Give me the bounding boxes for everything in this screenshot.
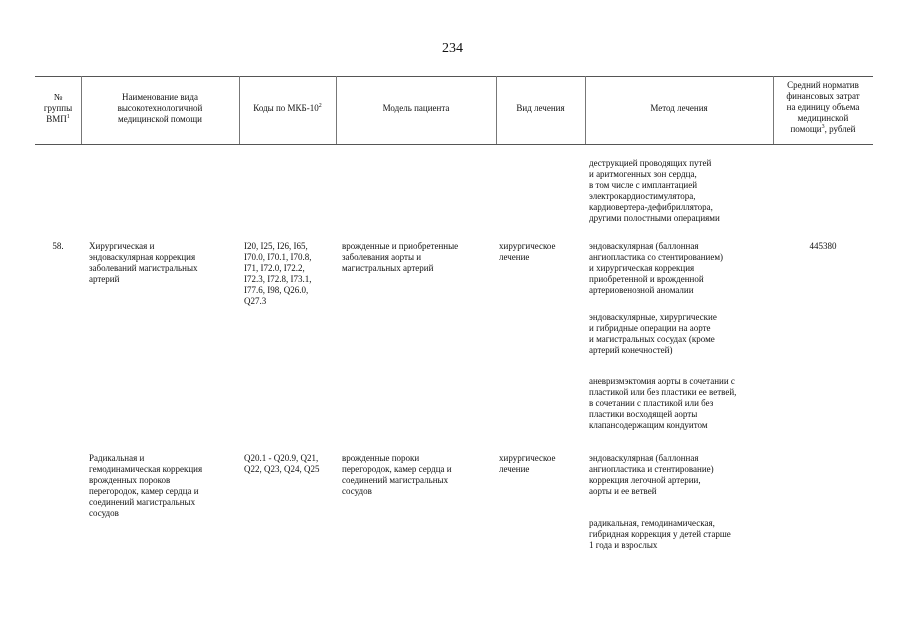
- header-codes-text: Коды по МКБ-10: [253, 103, 319, 113]
- row-58-treatment-type: [499, 241, 585, 263]
- cell-line: Радикальная и: [89, 453, 145, 463]
- cell-line: магистральных артерий: [342, 263, 434, 273]
- method-line: и хирургическая коррекция: [589, 263, 695, 273]
- header-treatment-text: Вид лечения: [516, 103, 565, 113]
- header-model-text: Модель пациента: [382, 103, 450, 113]
- footnote-marker: 3: [821, 124, 825, 130]
- cell-line: I71, I72.0, I72.2,: [244, 263, 305, 273]
- header-cost-last-wrap: [773, 124, 873, 135]
- method-line: деструкцией проводящих путей: [589, 158, 712, 168]
- method-line: приобретенной и врожденной: [589, 274, 704, 284]
- footnote-marker: 2: [318, 103, 322, 109]
- header-group-line3: ВМП: [46, 114, 67, 124]
- cell-line: перегородок, камер сердца и: [342, 464, 452, 474]
- page-number: 234: [442, 41, 463, 56]
- method-line: кардиовертера-дефибриллятора,: [589, 202, 713, 212]
- cell-line: врожденные пороки: [342, 453, 420, 463]
- method-line: эндоваскулярная (баллонная: [589, 241, 699, 251]
- cell-line: гемодинамическая коррекция: [89, 464, 203, 474]
- header-treatment-type: [496, 103, 585, 114]
- method-line: артерий конечностей): [589, 345, 673, 355]
- header-cost-line: на единицу объема: [786, 102, 860, 112]
- row-58-average-cost: 445380: [809, 241, 837, 251]
- cell-line: I20, I25, I26, I65,: [244, 241, 308, 251]
- method-line: артериовенозной аномалии: [589, 285, 694, 295]
- row-58-method-1: [589, 241, 774, 296]
- cell-line: перегородок, камер сердца и: [89, 486, 199, 496]
- table-top-border: [35, 76, 873, 77]
- cell-line: соединений магистральных: [89, 497, 196, 507]
- header-group-line1: №: [53, 92, 63, 102]
- row-58-icd-codes: [244, 241, 336, 307]
- row-2-patient-model: [342, 453, 496, 497]
- row-58-method-2: [589, 312, 774, 356]
- method-line: коррекция легочной артерии,: [589, 475, 701, 485]
- row-58-care-type: [89, 241, 239, 285]
- method-line: клапансодержащим кондуитом: [589, 420, 708, 430]
- method-line: электрокардиостимулятора,: [589, 191, 696, 201]
- row-58-number: 58.: [52, 241, 64, 251]
- header-bottom-border: [35, 144, 873, 145]
- method-line: 1 года и взрослых: [589, 540, 658, 550]
- cell-line: заболеваний магистральных: [89, 263, 198, 273]
- method-line: и аритмогенных зон сердца,: [589, 169, 697, 179]
- footnote-marker: 1: [66, 114, 70, 120]
- header-method-text: Метод лечения: [650, 103, 708, 113]
- row-58-patient-model: [342, 241, 496, 274]
- cell-line: заболевания аорты и: [342, 252, 422, 262]
- header-icd-codes: [239, 103, 336, 114]
- header-name-line: Наименование вида: [122, 92, 198, 102]
- header-treatment-method: [585, 103, 773, 114]
- method-line: и гибридные операции на аорте: [589, 323, 711, 333]
- method-line: ангиопластика со стентированием): [589, 252, 724, 262]
- method-line: ангиопластика и стентирование): [589, 464, 714, 474]
- header-cost-last-a: помощи: [790, 124, 822, 134]
- cell-line: хирургическое: [499, 453, 556, 463]
- method-line: в сочетании с пластикой или без: [589, 398, 714, 408]
- method-line: эндоваскулярная (баллонная: [589, 453, 699, 463]
- cell-line: эндоваскулярная коррекция: [89, 252, 196, 262]
- cell-line: Q27.3: [244, 296, 267, 306]
- header-cost-line: медицинской: [797, 113, 849, 123]
- method-line: аорты и ее ветвей: [589, 486, 657, 496]
- cell-line: сосудов: [89, 508, 119, 518]
- method-line: аневризмэктомия аорты в сочетании с: [589, 376, 735, 386]
- cell-line: лечение: [499, 464, 530, 474]
- method-line: гибридная коррекция у детей старше: [589, 529, 731, 539]
- cell-line: Хирургическая и: [89, 241, 155, 251]
- method-line: пластикой или без пластики ее ветвей,: [589, 387, 737, 397]
- header-codes-wrap: [239, 103, 336, 114]
- method-continuation: [589, 158, 774, 224]
- cell-line: врожденных пороков: [89, 475, 171, 485]
- row-2-method-1: [589, 453, 774, 497]
- header-group-line3-wrap: [35, 114, 81, 125]
- cell-line: соединений магистральных: [342, 475, 449, 485]
- cell-line: I70.0, I70.1, I70.8,: [244, 252, 312, 262]
- row-2-icd-codes: [244, 453, 336, 475]
- cell-line: I72.3, I72.8, I73.1,: [244, 274, 312, 284]
- header-name-line: медицинской помощи: [118, 114, 202, 124]
- cell-line: I77.6, I98, Q26.0,: [244, 285, 309, 295]
- cell-line: Q20.1 - Q20.9, Q21,: [244, 453, 319, 463]
- cell-line: лечение: [499, 252, 530, 262]
- header-cost-last-b: , рублей: [824, 124, 856, 134]
- cell-line: артерий: [89, 274, 120, 284]
- row-2-treatment-type: [499, 453, 585, 475]
- header-average-cost: [773, 80, 873, 135]
- cell-line: сосудов: [342, 486, 372, 496]
- row-2-care-type: [89, 453, 239, 519]
- header-group-number: [35, 92, 81, 125]
- cell-line: Q22, Q23, Q24, Q25: [244, 464, 320, 474]
- method-line: другими полостными операциями: [589, 213, 720, 223]
- method-line: радикальная, гемодинамическая,: [589, 518, 715, 528]
- method-line: пластики восходящей аорты: [589, 409, 698, 419]
- header-care-type: [81, 92, 239, 125]
- method-line: эндоваскулярные, хирургические: [589, 312, 717, 322]
- header-patient-model: [336, 103, 496, 114]
- method-line: и магистральных сосудах (кроме: [589, 334, 715, 344]
- header-cost-line: финансовых затрат: [786, 91, 860, 101]
- row-2-method-2: [589, 518, 774, 551]
- cell-line: врожденные и приобретенные: [342, 241, 459, 251]
- header-cost-line: Средний норматив: [787, 80, 859, 90]
- method-line: в том числе с имплантацией: [589, 180, 698, 190]
- header-group-line2: группы: [43, 103, 73, 113]
- header-name-line: высокотехнологичной: [117, 103, 203, 113]
- row-58-method-3: [589, 376, 774, 431]
- cell-line: хирургическое: [499, 241, 556, 251]
